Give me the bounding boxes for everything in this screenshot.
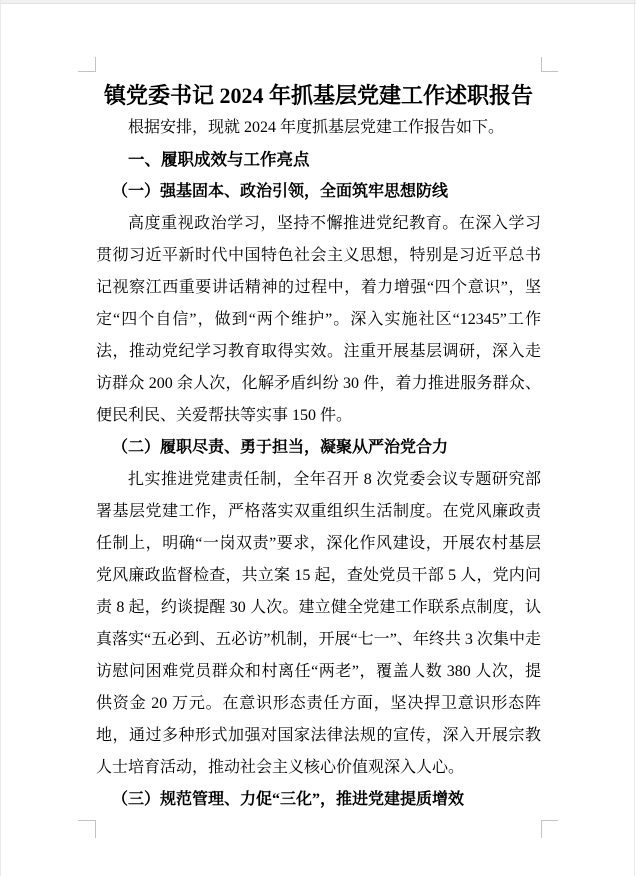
- page-right-edge: [634, 0, 635, 876]
- text-boundary-mark-top-right: [541, 57, 558, 72]
- subsection-heading-1-2: （二）履职尽责、勇于担当，凝聚从严治党合力: [112, 439, 449, 456]
- text-boundary-mark-top-left: [78, 57, 96, 72]
- document-title: 镇党委书记 2024 年抓基层党建工作述职报告: [103, 83, 533, 108]
- text-boundary-mark-bottom-right: [541, 820, 558, 838]
- page-left-edge: [0, 0, 1, 876]
- paragraph-1-2: 扎实推进党建责任制，全年召开 8 次党委会议专题研究部署基层党建工作，严格落实双重组织生活制度。在党风廉政责任制上，明确“一岗双责”要求，深化作风建设，开展农村基层党风廉政监督检查，共立案 15 起，查处党员干部 5 人，党内问责 8 起，约谈提醒 30 人次。建立健全党建工作联系点制度，认真落实“五必到、五必访”机制，开展“七一”、年终共 3 次集中走访慰问困难党员群众和村离任“两老”，覆盖人数 380 人次，提供资金 20 万元。在意识形态责任方面，坚决捍卫意识形态阵地，通过多种形式加强对国家法律法规的宣传，深入开展宗教人士培育活动，推动社会主义核心价值观深入人心。: [96, 471, 541, 776]
- section-heading-1: 一、履职成效与工作亮点: [128, 150, 310, 169]
- text-boundary-mark-bottom-left: [78, 820, 96, 838]
- page-top-edge: [0, 0, 636, 4]
- paragraph-1-1: 高度重视政治学习，坚持不懈推进党纪教育。在深入学习贯彻习近平新时代中国特色社会主义思想，特别是习近平总书记视察江西重要讲话精神的过程中，着力增强“四个意识”，坚定“四个自信”，做到“两个维护”。深入实施社区“12345”工作法，推动党纪学习教育取得实效。注重开展基层调研，深入走访群众 200 余人次，化解矛盾纠纷 30 件，着力推进服务群众、便民利民、关爱帮扶等实事 150 件。: [96, 215, 541, 424]
- subsection-heading-1-3: （三）规范管理、力促“三化”，推进党建提质增效: [112, 791, 465, 808]
- document-content[interactable]: [96, 80, 541, 816]
- intro-paragraph: 根据安排，现就 2024 年度抓基层党建工作报告如下。: [128, 119, 505, 136]
- subsection-heading-1-1: （一）强基固本、政治引领，全面筑牢思想防线: [112, 183, 449, 200]
